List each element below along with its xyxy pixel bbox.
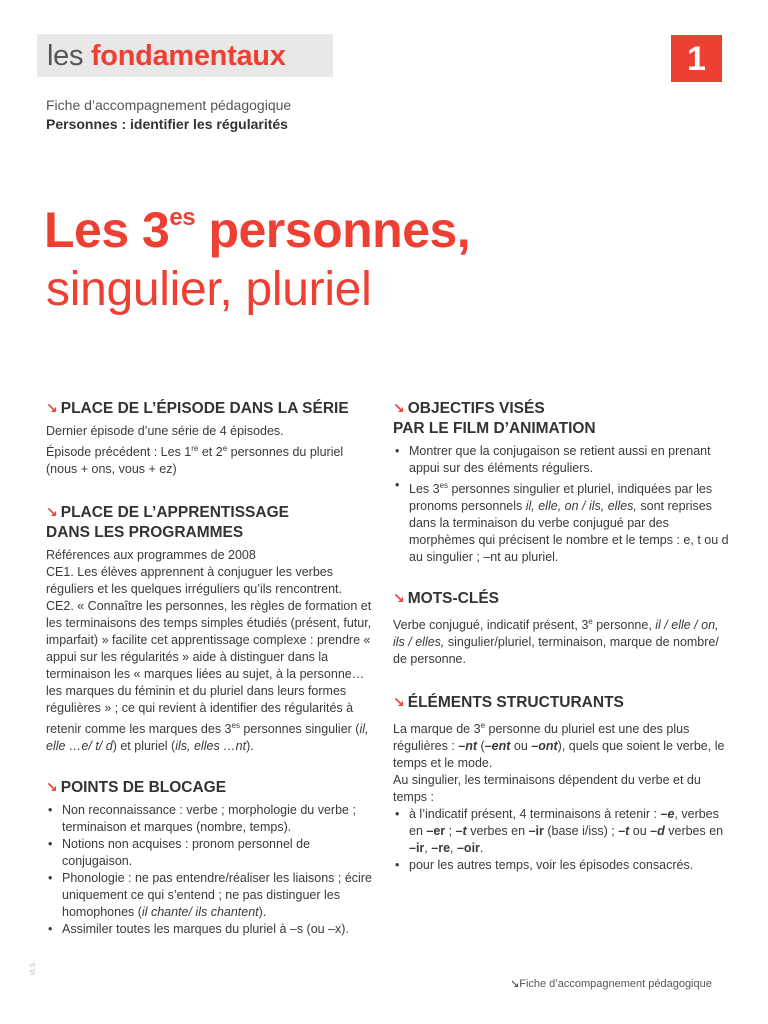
list-item: • Non reconnaissance : verbe ; morphologie du verbe ; terminaison et marques (nombre, temps). (46, 802, 372, 836)
page-subtitle: singulier, pluriel (46, 263, 372, 316)
episode-number-badge: 1 (671, 35, 722, 82)
section-elements-structurants (393, 692, 733, 874)
left-column (46, 398, 372, 958)
page-title: Les $3^{es}$ personnes, (44, 202, 471, 258)
footer (510, 977, 712, 990)
list-item: • à l’indicatif présent, 4 terminaisons à retenir : –e, verbes en –er ; –t verbes en –ir (base i/iss) ; –t ou –d verbes en –ir, –re, –oir. (393, 806, 733, 857)
brand-logo (37, 34, 333, 77)
bullet-list (393, 806, 733, 874)
brand-part-les: les (47, 40, 91, 72)
list-item: • Les $3^{es}$ personnes singulier et pluriel, indiquées par les pronoms personnels il, elle, on / ils, elles, sont reprises dans la terminaison du verbe conjugué par des morphèmes qui précisent le nombre et le temps : e, t ou d au singulier ; –nt au pluriel. (393, 477, 733, 566)
brand-part-fondamentaux: fondamentaux (90, 40, 286, 72)
bullet-list (46, 802, 372, 938)
section-body: Verbe conjugué, indicatif présent, 3e personne, il / elle / on, ils / elles, singulier/pluriel, terminaison, marque de nombre/ de personne. (393, 617, 719, 667)
section-points-blocage (46, 777, 372, 938)
section-body: Dernier épisode d’une série de 4 épisodes. Épisode précédent : Les 1re et 2e personnes du pluriel (nous + ons, vous + ez) (46, 424, 344, 477)
arrow-icon: ↘ (510, 978, 520, 990)
list-item: • Notions non acquises : pronom personnel de conjugaison. (46, 836, 372, 870)
bullet-list (393, 443, 733, 566)
page-code: I/LS (30, 962, 37, 975)
arrow-icon: ↘ (46, 504, 58, 521)
arrow-icon: ↘ (46, 400, 58, 416)
section-heading: ↘ ÉLÉMENTS STRUCTURANTS (393, 694, 624, 712)
arrow-icon: ↘ (46, 779, 58, 796)
section-heading: ↘ POINTS DE BLOCAGE (46, 779, 227, 797)
section-body: La marque de 3e personne du pluriel est une des plus régulières : –nt (–ent ou –ont), quels que soient le verbe, le temps et le mode. Au singulier, les terminaisons dépendent du verbe et du temps : (393, 721, 725, 805)
fiche-subtitle: Personnes : identifier les régularités (46, 116, 288, 132)
list-item: • Assimiler toutes les marques du pluriel à –s (ou –x). (46, 921, 372, 938)
arrow-icon: ↘ (393, 590, 405, 607)
section-place-episode (46, 398, 372, 478)
section-heading: ↘ PLACE DE L’APPRENTISSAGE DANS LES PROGRAMMES (46, 504, 289, 542)
section-heading: ↘ OBJECTIFS VISÉS PAR LE FILM D’ANIMATION (393, 400, 596, 437)
list-item: • Montrer que la conjugaison se retient aussi en prenant appui sur des éléments réguliers. (393, 443, 733, 477)
fiche-label: Fiche d’accompagnement pédagogique (46, 97, 292, 113)
right-column (393, 398, 733, 894)
section-body: Références aux programmes de 2008 CE1. Les élèves apprennent à conjuguer les verbes réguliers et les quelques irréguliers qu’ils rencontrent. CE2. « Connaître les personnes, les règles de formation et les terminaisons des temps simples étudiés (présent, futur, imparfait) » facilite cet apprentissage complexe : prendre « appui sur les régularités » aide à distinguer dans la terminaison les « marques liées au sujet, à la personne… les marques du féminin et du pluriel dans leurs formes régulières » ; ce qui revient à identifier des régularités à retenir comme les marques des $3^{es}$ personnes singulier (il, elle …e/ t/ d) et pluriel (ils, elles …nt). (46, 548, 372, 754)
list-item: • Phonologie : ne pas entendre/réaliser les liaisons ; écire uniquement ce qui s’entend ; ne pas distinguer les homophones (il chante/ ils chantent). (46, 870, 372, 921)
section-mots-cles (393, 588, 733, 668)
footer-text: Fiche d’accompagnement pédagogique (519, 978, 712, 990)
section-heading: ↘ MOTS-CLÉS (393, 590, 500, 608)
section-place-apprentissage (46, 502, 372, 755)
arrow-icon: ↘ (393, 400, 405, 416)
list-item: • pour les autres temps, voir les épisodes consacrés. (393, 857, 733, 874)
arrow-icon: ↘ (393, 694, 405, 711)
section-objectifs (393, 398, 733, 566)
section-heading: ↘ PLACE DE L’ÉPISODE DANS LA SÉRIE (46, 400, 349, 417)
